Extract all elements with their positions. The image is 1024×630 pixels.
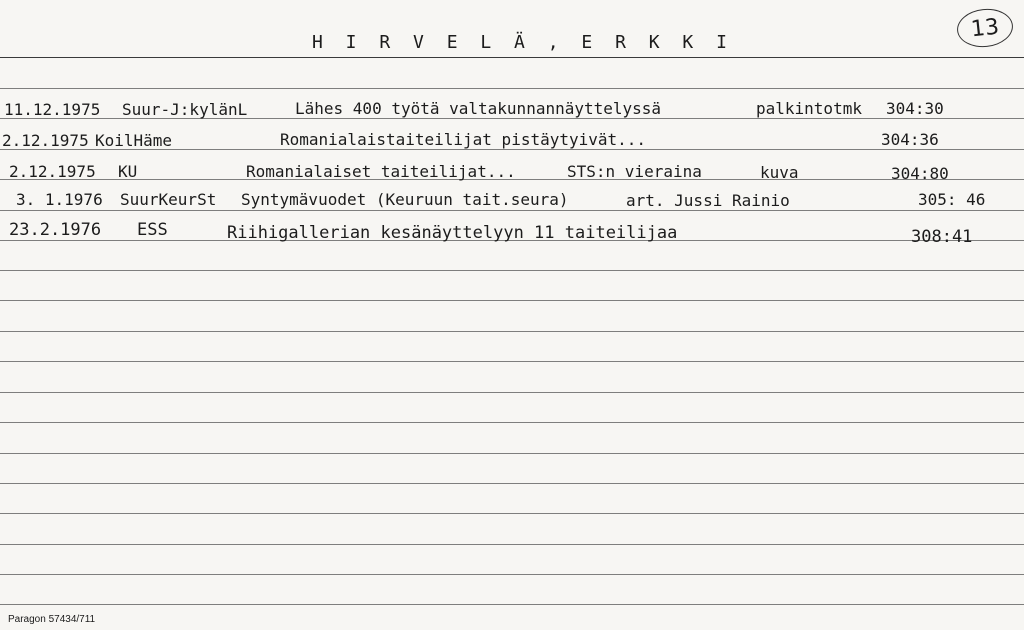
entry-date: 2.12.1975	[2, 131, 89, 150]
entry-source: Suur-J:kylänL	[122, 100, 248, 119]
entry-source: ESS	[137, 220, 168, 240]
entry-date: 3. 1.1976	[16, 190, 103, 209]
ruled-line	[0, 361, 1024, 362]
ruled-line	[0, 422, 1024, 423]
entry-ref: 308:41	[911, 227, 973, 247]
ruled-line	[0, 544, 1024, 545]
entry-date: 23.2.1976	[9, 220, 102, 240]
entry-text: Romanialaiset taiteilijat...	[246, 162, 516, 181]
ruled-line	[0, 331, 1024, 332]
ruled-line	[0, 453, 1024, 454]
ruled-line	[0, 300, 1024, 301]
entry-date: 11.12.1975	[4, 100, 101, 119]
ruled-line	[0, 513, 1024, 514]
ruled-line	[0, 574, 1024, 575]
card-number: 13	[955, 6, 1015, 50]
entry-text: Syntymävuodet (Keuruun tait.seura)	[241, 190, 569, 209]
card-title: H I R V E L Ä , E R K K I	[312, 32, 733, 53]
ruled-line	[0, 270, 1024, 271]
ruled-line	[0, 604, 1024, 605]
entry-ref: 304:30	[886, 99, 944, 118]
ruled-line	[0, 483, 1024, 484]
entry-note: palkintotmk	[756, 99, 862, 118]
entry-ref: 305: 46	[918, 190, 986, 209]
entry-source: SuurKeurSt	[120, 190, 217, 209]
ruled-line	[0, 88, 1024, 89]
card-printer-mark: Paragon 57434/711	[8, 614, 96, 625]
entry-text: Lähes 400 työtä valtakunnannäyttelyssä	[295, 99, 662, 118]
entry-ref: 304:36	[881, 130, 939, 149]
entry-source: KU	[118, 162, 138, 181]
entry-text: Romanialaistaiteilijat pistäytyivät...	[280, 130, 647, 149]
entry-date: 2.12.1975	[9, 162, 96, 181]
entry-note-extra: kuva	[760, 163, 799, 182]
ruled-line	[0, 210, 1024, 211]
entry-ref: 304:80	[891, 164, 949, 183]
entry-note: art. Jussi Rainio	[626, 191, 790, 210]
ruled-line	[0, 392, 1024, 393]
entry-note: STS:n vieraina	[567, 162, 702, 181]
entry-source: KoilHäme	[95, 131, 173, 150]
entry-text: Riihigallerian kesänäyttelyyn 11 taiteilijaa	[227, 223, 678, 243]
header-rule	[0, 57, 1024, 58]
